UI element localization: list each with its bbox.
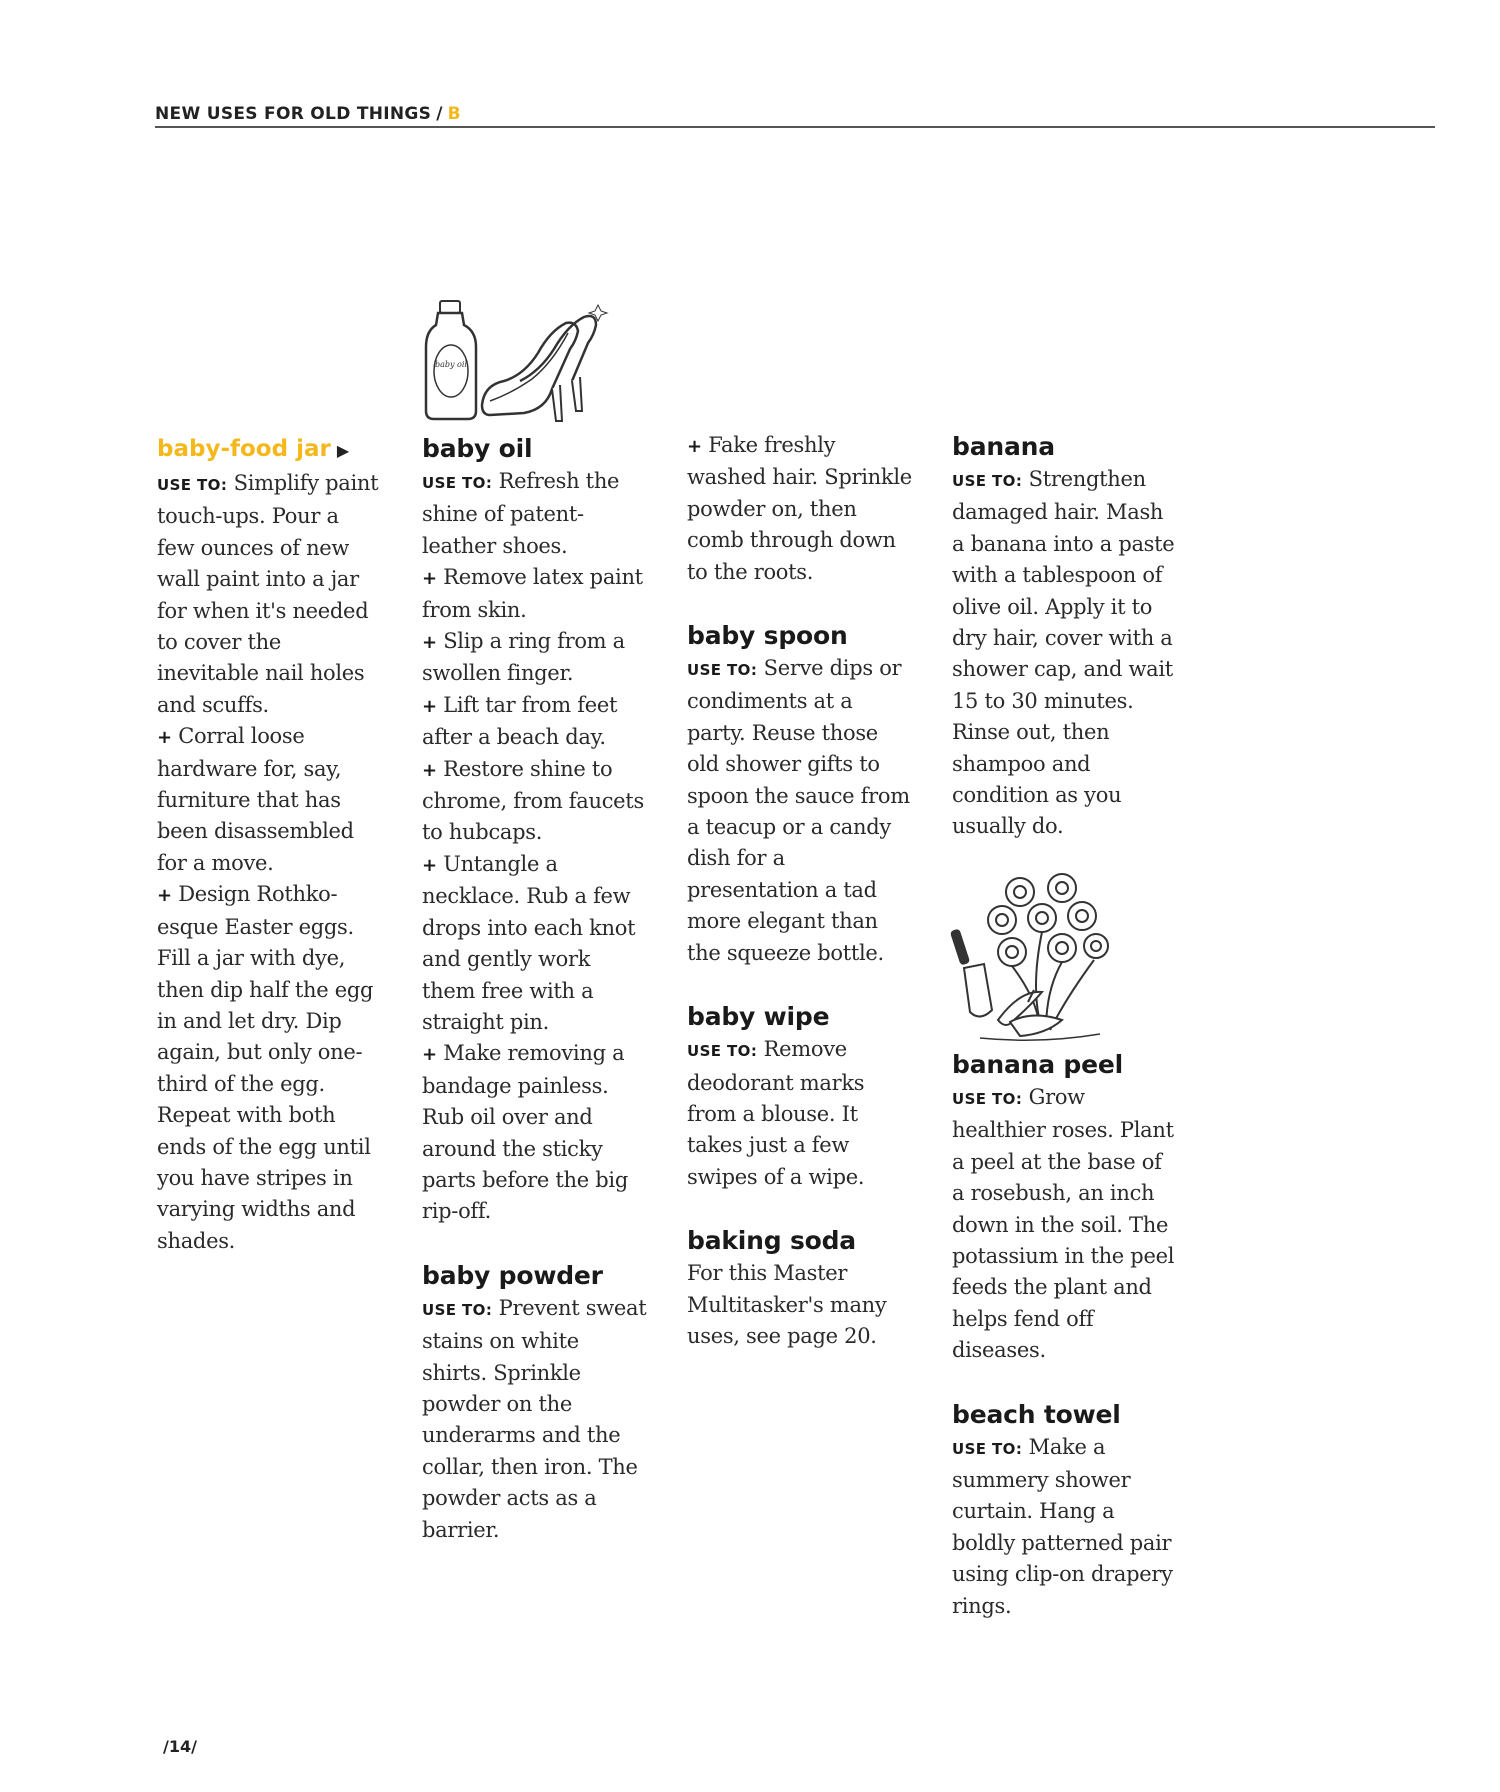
plus-icon: + [157,727,172,749]
entry-title: baby oil [422,434,533,463]
entry-beach-towel [952,1398,1177,1622]
entry-text: Simplify paint touch-ups. Pour a few ounces of new wall paint into a jar for when it's needed to cover the inevitable nail holes and scuffs. [157,471,379,717]
running-header [155,104,1435,124]
plus-item [422,562,647,626]
entry-title: banana peel [952,1049,1123,1079]
entry-baby-food-jar [157,432,382,1257]
entry-baby-powder [422,1259,647,1546]
entry-title: banana [952,432,1055,461]
use-to-label: USE TO: [157,476,228,494]
entry-title-text: baby-food jar [157,436,331,462]
use-to-label: USE TO: [952,472,1023,490]
section-title: NEW USES FOR OLD THINGS [155,104,432,124]
column-3 [687,430,912,1383]
plus-item-text: Fake freshly washed hair. Sprinkle powder on, then comb through down to the roots. [687,433,912,584]
use-to-label: USE TO: [422,474,493,492]
plus-item-text: Remove latex paint from skin. [422,565,643,622]
entry-baking-soda [687,1224,912,1352]
plus-item-text: Corral loose hardware for, say, furniture that has been disassembled for a move. [157,724,354,875]
entry-banana [952,430,1177,843]
entry-body [687,1034,912,1193]
plus-item-text: Make removing a bandage painless. Rub oil over and around the sticky parts before the big rip-off. [422,1041,628,1224]
entry-body: For this Master Multitasker's many uses, see page 20. [687,1261,887,1348]
entry-body [687,653,912,969]
plus-item-text: Lift tar from feet after a beach day. [422,692,618,750]
entry-text: Grow healthier roses. Plant a peel at the base of a rosebush, an inch down in the soil. The potassium in the peel feeds the plant and helps fend off diseases. [952,1084,1175,1363]
column-1 [157,432,382,1288]
plus-icon: + [157,885,172,907]
plus-item [422,849,647,1038]
plus-icon: + [422,695,437,717]
plus-item [422,754,647,849]
plus-icon: + [422,759,437,781]
use-to-label: USE TO: [687,661,758,680]
entry-body [422,466,647,562]
plus-icon: + [422,854,437,876]
header-rule [155,126,1435,128]
plus-item [157,721,382,879]
use-to-label: USE TO: [952,1439,1023,1458]
header-separator: / [436,104,443,124]
plus-icon: + [687,436,702,457]
entry-text: Remove deodorant marks from a blouse. It takes just a few swipes of a wipe. [687,1037,865,1189]
entry-body [952,464,1177,843]
entry-text: Refresh the shine of patent-leather shoes. [422,469,620,558]
entry-body [422,1293,647,1546]
entry-title: baking soda [687,1226,856,1256]
entry-baby-spoon [687,619,912,969]
plus-item [422,626,647,690]
plus-item [422,1038,647,1227]
entry-title: beach towel [952,1399,1121,1429]
plus-item [687,430,912,588]
entry-baby-oil [422,432,647,1228]
plus-item [422,690,647,754]
plus-icon: + [422,632,437,654]
entry-text: Prevent sweat stains on white shirts. Sprinkle powder on the underarms and the collar, then iron. The powder acts as a barrier. [422,1295,647,1542]
plus-item [157,879,382,1257]
arrow-right-icon: ▶ [336,441,350,460]
entry-text: Make a summery shower curtain. Hang a boldly patterned pair using clip-on drapery rings. [952,1434,1173,1618]
entry-body [952,1432,1177,1622]
entry-title: baby spoon [687,621,848,651]
entry-title: baby wipe [687,1002,830,1032]
plus-item-text: Slip a ring from a swollen finger. [422,629,625,686]
entry-text: Serve dips or condiments at a party. Reuse those old shower gifts to spoon the sauce from a teacup or a candy dish for a presentation a tad more elegant than the squeeze bottle. [687,656,910,965]
entry-baby-wipe [687,1000,912,1193]
column-2 [422,432,647,1577]
entry-banana-peel [952,1048,1177,1367]
entry-text: Strengthen damaged hair. Mash a banana into a paste with a tablespoon of olive oil. Apply it to dry hair, cover with a shower cap, and wait 15 to 30 minutes. Rinse out, then shampoo and condition as you usually do. [952,467,1175,839]
use-to-label: USE TO: [687,1042,758,1061]
entry-title [157,432,382,468]
entry-baby-powder-continued [687,430,912,588]
use-to-label: USE TO: [422,1300,493,1319]
plus-icon: + [422,568,437,590]
entry-body [952,1082,1177,1367]
plus-item-text: Untangle a necklace. Rub a few drops into each knot and gently work them free with a straight pin. [422,851,636,1034]
plus-item-text: Design Rothko-esque Easter eggs. Fill a jar with dye, then dip half the egg in and let dry. Dip again, but only one-third of the egg. Repeat with both ends of the egg until you have stripes in varying widths and shades. [157,882,374,1253]
entry-title: baby powder [422,1260,603,1290]
plus-icon: + [422,1044,437,1066]
baby-oil-bottle-and-shoes-icon [420,293,610,423]
use-to-label: USE TO: [952,1089,1023,1108]
rosebush-with-trowel-and-banana-peel-icon [950,870,1120,1050]
entry-body [157,468,382,721]
bottle-label: baby oil [434,360,468,369]
plus-item-text: Restore shine to chrome, from faucets to hubcaps. [422,756,644,845]
page-number: /14/ [163,1737,197,1756]
section-letter: B [447,104,461,124]
